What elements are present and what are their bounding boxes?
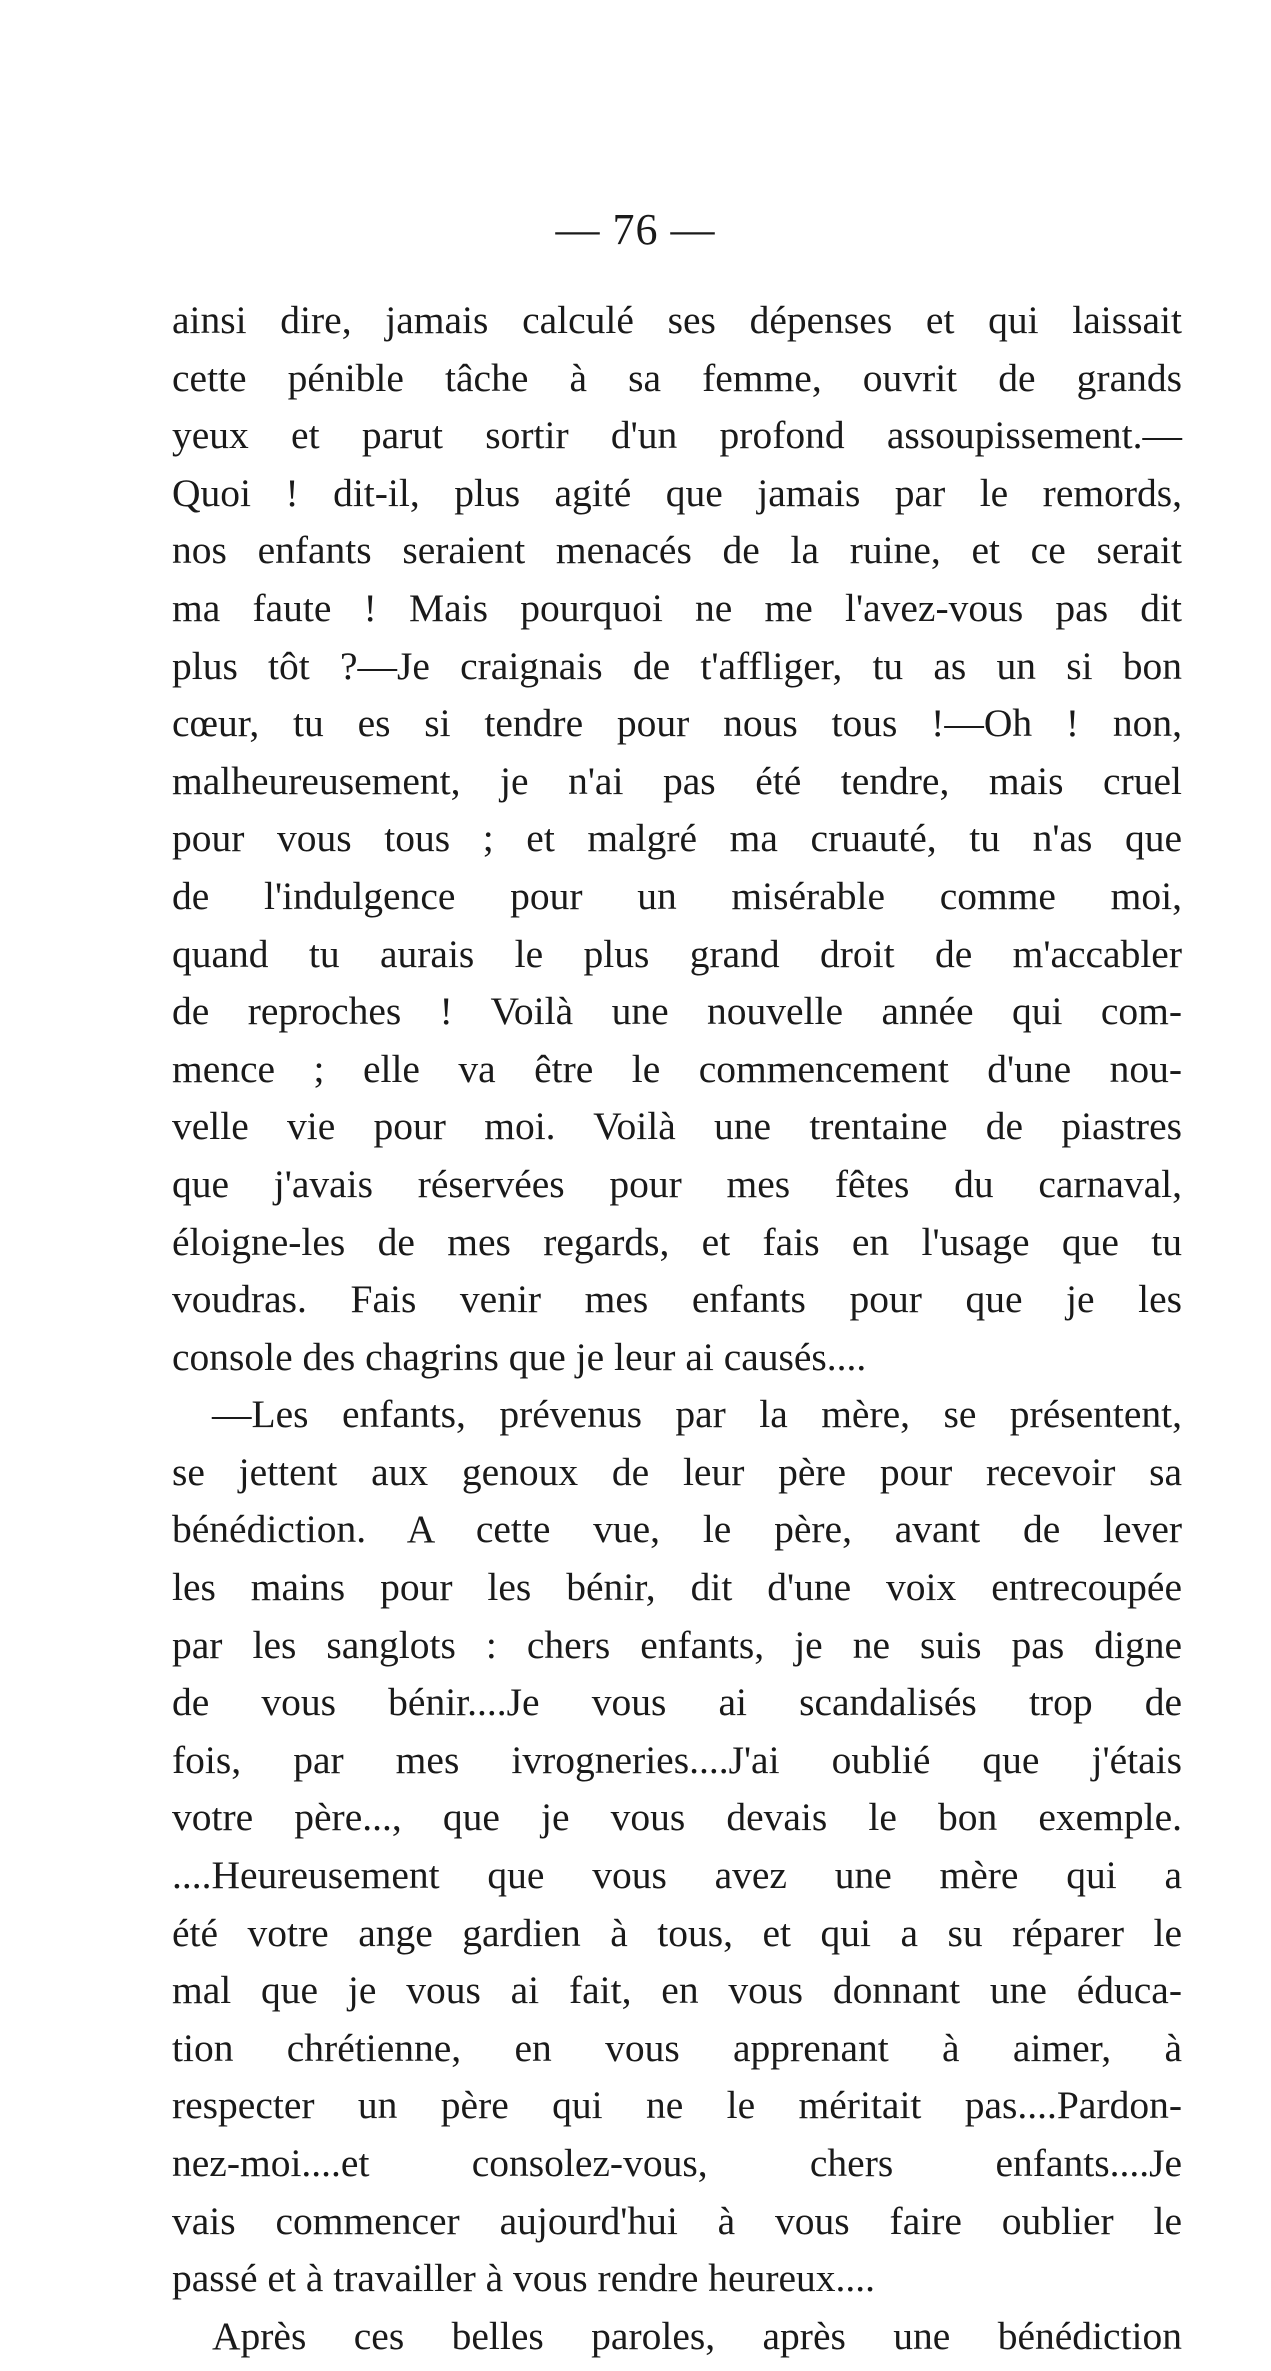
text-line: voudras. Fais venir mes enfants pour que je les [172,1277,1182,1322]
text-line: plus tôt ?—Je craignais de t'affliger, tu as un si bon [172,643,1182,688]
text-line: cœur, tu es si tendre pour nous tous !—Oh ! non, [172,701,1182,746]
text-line: nez-moi....et consolez-vous, chers enfants....Je [172,2141,1182,2185]
text-line: pour vous tous ; et malgré ma cruauté, tu n'as que [172,816,1182,861]
text-line: vais commencer aujourd'hui à vous faire oublier le [172,2198,1182,2243]
text-line: ma faute ! Mais pourquoi ne me l'avez-vous pas dit [172,585,1182,630]
text-line: —Les enfants, prévenus par la mère, se présentent, [212,1392,1182,1437]
text-line: de l'indulgence pour un misérable comme moi, [172,873,1182,918]
text-line: que j'avais réservées pour mes fêtes du carnaval, [172,1161,1182,1206]
page-number: — 76 — [555,205,716,254]
text-line: nos enfants seraient menacés de la ruine, et ce serait [172,528,1182,573]
text-line: tion chrétienne, en vous apprenant à aimer, à [172,2025,1182,2070]
text-line: ainsi dire, jamais calculé ses dépenses et qui laissait [172,298,1182,342]
text-line: votre père..., que je vous devais le bon exemple. [172,1795,1182,1840]
text-line: velle vie pour moi. Voilà une trentaine de piastres [172,1104,1182,1149]
text-line: console des chagrins que je leur ai causés.... [172,1334,867,1379]
text-line: été votre ange gardien à tous, et qui a su réparer le [172,1910,1182,1955]
text-line: mence ; elle va être le commencement d'une nou- [172,1046,1182,1091]
text-line: yeux et parut sortir d'un profond assoupissement.— [172,413,1182,458]
text-line: malheureusement, je n'ai pas été tendre, mais cruel [172,758,1182,803]
text-line: les mains pour les bénir, dit d'une voix entrecoupée [172,1565,1182,1610]
text-line: éloigne-les de mes regards, et fais en l'usage que tu [172,1219,1182,1264]
text-line: fois, par mes ivrogneries....J'ai oublié que j'étais [172,1737,1182,1782]
text-line: mal que je vous ai fait, en vous donnant une éduca- [172,1968,1182,2013]
text-line: Après ces belles paroles, après une bénédiction [212,2313,1182,2358]
text-line: respecter un père qui ne le méritait pas....Pardon- [172,2083,1182,2128]
text-line: se jettent aux genoux de leur père pour recevoir sa [172,1449,1182,1494]
text-line: quand tu aurais le plus grand droit de m'accabler [172,931,1182,976]
text-line: bénédiction. A cette vue, le père, avant de lever [172,1507,1182,1552]
text-line: passé et à travailler à vous rendre heureux.... [172,2256,876,2301]
text-line: de vous bénir....Je vous ai scandalisés trop de [172,1680,1182,1725]
body-text [172,292,1182,2365]
text-line: cette pénible tâche à sa femme, ouvrit de grands [172,355,1182,400]
text-line: Quoi ! dit-il, plus agité que jamais par le remords, [172,470,1182,515]
text-line: de reproches ! Voilà une nouvelle année qui com- [172,989,1182,1034]
text-line: ....Heureusement que vous avez une mère qui a [172,1853,1182,1898]
text-line: par les sanglots : chers enfants, je ne suis pas digne [172,1622,1182,1667]
